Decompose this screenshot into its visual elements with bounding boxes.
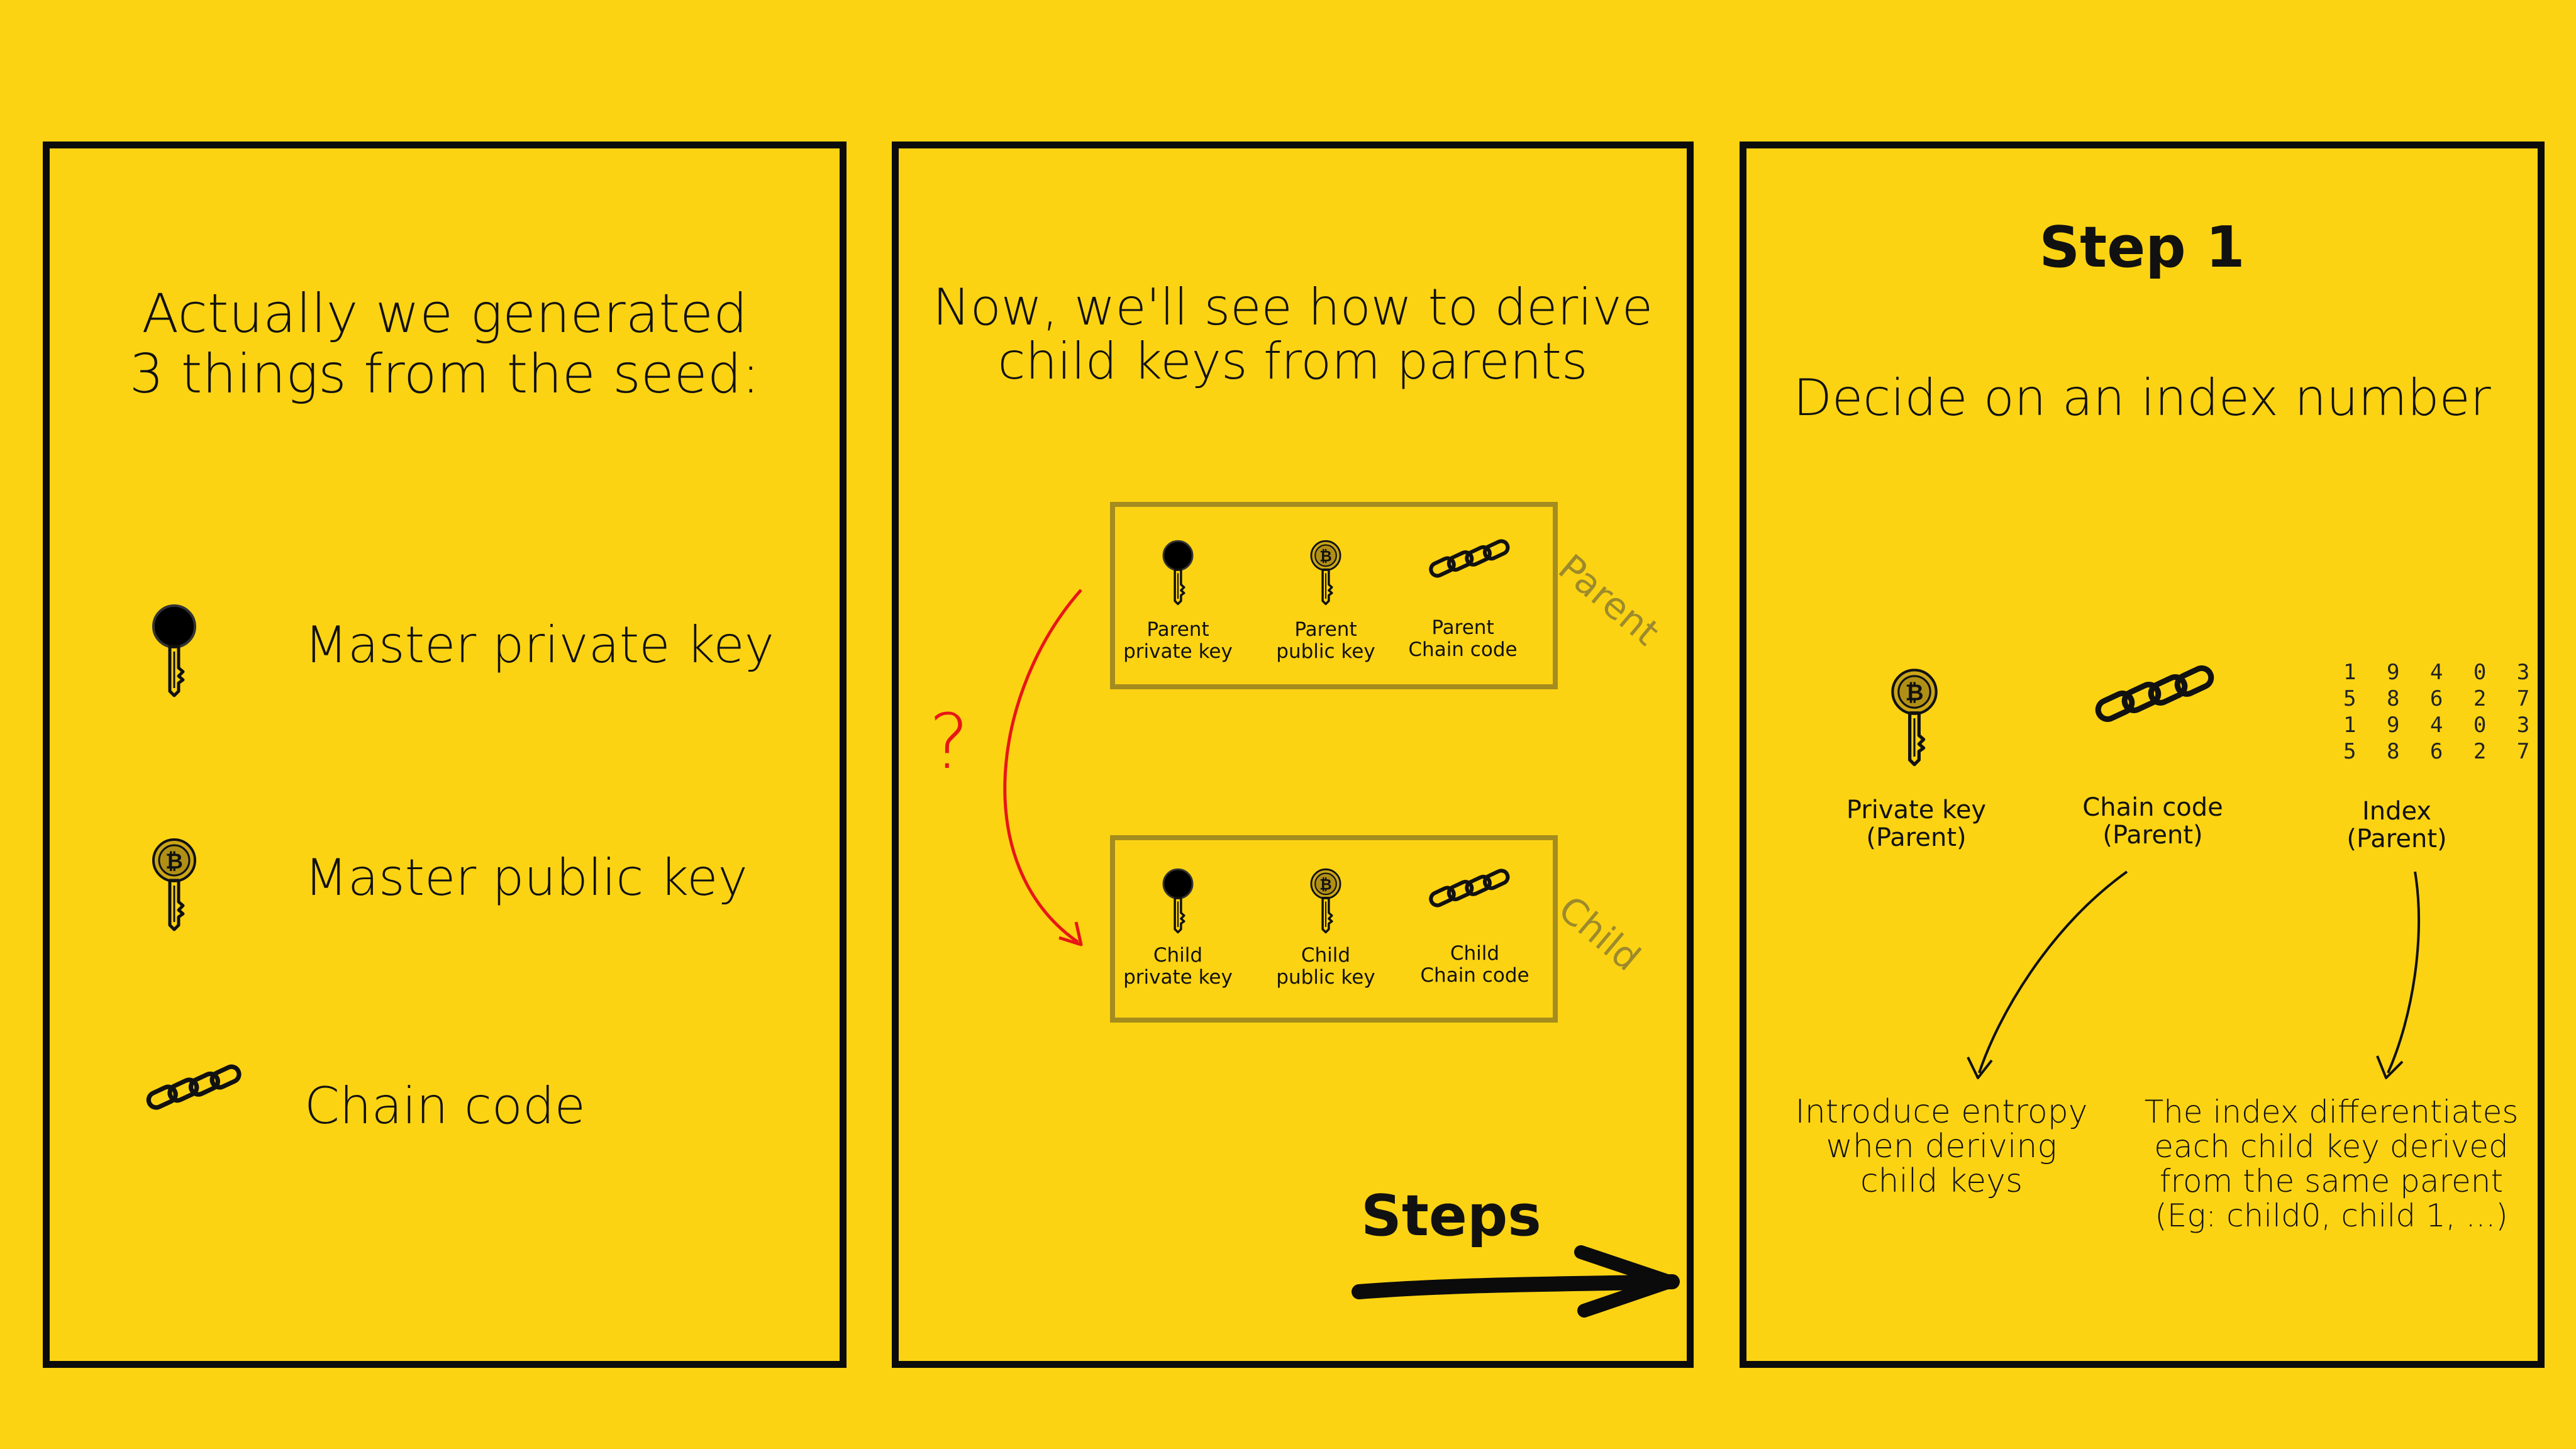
- parent-chain-code-label: [1387, 617, 1538, 661]
- bitcoin-key-icon: [149, 834, 199, 935]
- panel2-heading-line2: child keys from parents: [997, 332, 1588, 391]
- parent-private-key-icon: [1160, 537, 1196, 608]
- entropy-note-line1: Introduce entropy: [1795, 1093, 2088, 1131]
- child-chain-code-label: [1399, 943, 1550, 987]
- chain-icon: [144, 1063, 245, 1114]
- panel-derivation: [892, 142, 1694, 1368]
- index-parent-line1: Index: [2362, 797, 2432, 826]
- child-private-key-line2: private key: [1123, 966, 1233, 989]
- index-note-line3: from the same parent: [2159, 1163, 2504, 1199]
- panel1-heading-line2: 3 things from the seed:: [129, 343, 760, 406]
- entropy-note-line3: child keys: [1860, 1162, 2023, 1200]
- steps-arrow-icon[interactable]: [1352, 1230, 1679, 1318]
- index-note-line4: (Eg: child0, child 1, ...): [2155, 1197, 2508, 1234]
- master-private-key-label: Master private key: [304, 616, 774, 674]
- child-side-label: Child: [1550, 887, 1649, 980]
- parent-public-key-icon: [1308, 537, 1343, 608]
- child-public-key-line1: Child: [1301, 944, 1351, 967]
- chain-code-parent-line2: (Parent): [2102, 821, 2203, 850]
- parent-public-key-line1: Parent: [1294, 618, 1357, 641]
- panel2-heading-line1: Now, we'll see how to derive: [932, 278, 1653, 336]
- child-chain-code-line2: Chain code: [1420, 964, 1530, 987]
- index-note-line1: The index differentiates: [2144, 1094, 2519, 1130]
- private-key-parent-line1: Private key: [1846, 796, 1987, 824]
- parent-public-key-line2: public key: [1276, 640, 1375, 663]
- child-chain-code-line1: Child: [1450, 942, 1500, 965]
- panel1-heading-line1: Actually we generated: [142, 282, 748, 345]
- parent-chain-code-icon: [1427, 538, 1513, 581]
- child-chain-code-icon: [1427, 868, 1513, 911]
- parent-side-label: Parent: [1550, 546, 1668, 654]
- panel-master-keys: [43, 142, 847, 1368]
- parent-chain-code-line1: Parent: [1431, 616, 1494, 639]
- chain-code-label: Chain code: [304, 1077, 586, 1135]
- child-public-key-label: [1250, 945, 1401, 989]
- entropy-note-line2: when deriving: [1826, 1128, 2057, 1165]
- parent-private-key-line2: private key: [1123, 640, 1233, 663]
- step-subtitle: Decide on an index number: [1793, 369, 2491, 427]
- chain-code-parent-line1: Chain code: [2082, 793, 2223, 822]
- index-note: [2124, 1095, 2539, 1233]
- child-public-key-line2: public key: [1276, 966, 1375, 989]
- step-title: Step 1: [2039, 214, 2245, 280]
- entropy-note: [1778, 1095, 2105, 1199]
- parent-chain-code-line2: Chain code: [1408, 638, 1518, 661]
- panel-step-1: [1740, 142, 2545, 1368]
- child-public-key-icon: [1308, 865, 1343, 936]
- child-box: [1110, 835, 1558, 1023]
- parent-private-key-line1: Parent: [1146, 618, 1209, 641]
- question-mark: ?: [929, 699, 969, 786]
- child-private-key-line1: Child: [1153, 944, 1203, 967]
- parent-public-key-label: [1250, 619, 1401, 663]
- curve-arrow: [899, 148, 1150, 1092]
- steps-label: Steps: [1361, 1183, 1541, 1249]
- black-key-icon: [149, 600, 199, 701]
- master-public-key-label: Master public key: [304, 848, 748, 907]
- index-parent-line2: (Parent): [2346, 824, 2447, 853]
- private-key-parent-line2: (Parent): [1866, 823, 1967, 852]
- index-note-line2: each child key derived: [2154, 1128, 2509, 1165]
- parent-box: [1110, 502, 1558, 689]
- panel1-heading: [50, 284, 840, 404]
- index-digits-icon: 1 9 4 0 3 5 8 6 2 7 1 9 4 0 3 5 8 6 2 7: [2343, 660, 2539, 764]
- child-private-key-icon: [1160, 865, 1196, 936]
